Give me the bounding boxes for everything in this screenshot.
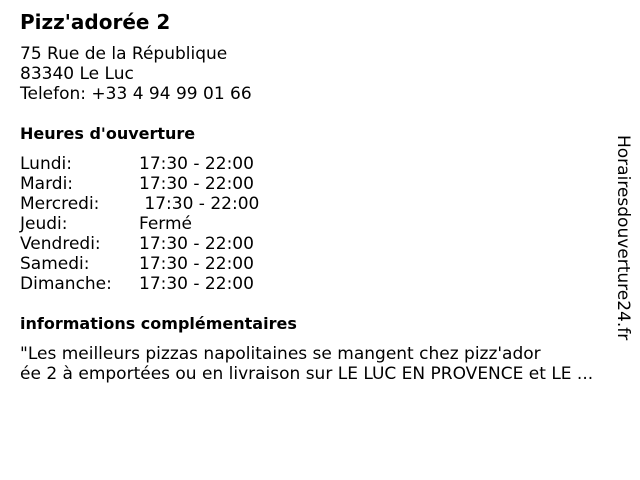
phone-number: Telefon: +33 4 94 99 01 66 [20,84,252,104]
hours-row-saturday [20,254,320,274]
business-address [20,44,252,104]
additional-info-heading: informations complémentaires [20,314,297,333]
hours-time: 17:30 - 22:00 [139,254,254,274]
hours-time: 17:30 - 22:00 [139,174,254,194]
hours-day: Samedi: [20,254,90,274]
opening-hours-heading: Heures d'ouverture [20,124,196,143]
additional-info-line: "Les meilleurs pizzas napolitaines se mangent chez pizz'ador [20,344,541,364]
hours-row-sunday [20,274,320,294]
hours-row-thursday [20,214,320,234]
hours-time: 17:30 - 22:00 [139,154,254,174]
hours-day: Lundi: [20,154,72,174]
hours-day: Jeudi: [20,214,68,234]
hours-day: Mardi: [20,174,74,194]
additional-info-text [20,344,593,384]
site-brand-watermark: Horairesdouverture24.fr [613,135,633,341]
hours-day: Vendredi: [20,234,101,254]
hours-row-wednesday [20,194,320,214]
opening-hours-table [20,154,320,294]
hours-time: 17:30 - 22:00 [139,194,260,214]
address-city: 83340 Le Luc [20,64,134,84]
address-street: 75 Rue de la République [20,44,228,64]
business-name: Pizz'adorée 2 [20,10,171,34]
additional-info-line: ée 2 à emportées ou en livraison sur LE LUC EN PROVENCE et LE ... [20,364,594,384]
hours-row-friday [20,234,320,254]
hours-time: 17:30 - 22:00 [139,274,254,294]
hours-time: Fermé [139,214,193,234]
hours-day: Mercredi: [20,194,100,214]
hours-row-monday [20,154,320,174]
hours-time: 17:30 - 22:00 [139,234,254,254]
hours-day: Dimanche: [20,274,112,294]
hours-row-tuesday [20,174,320,194]
